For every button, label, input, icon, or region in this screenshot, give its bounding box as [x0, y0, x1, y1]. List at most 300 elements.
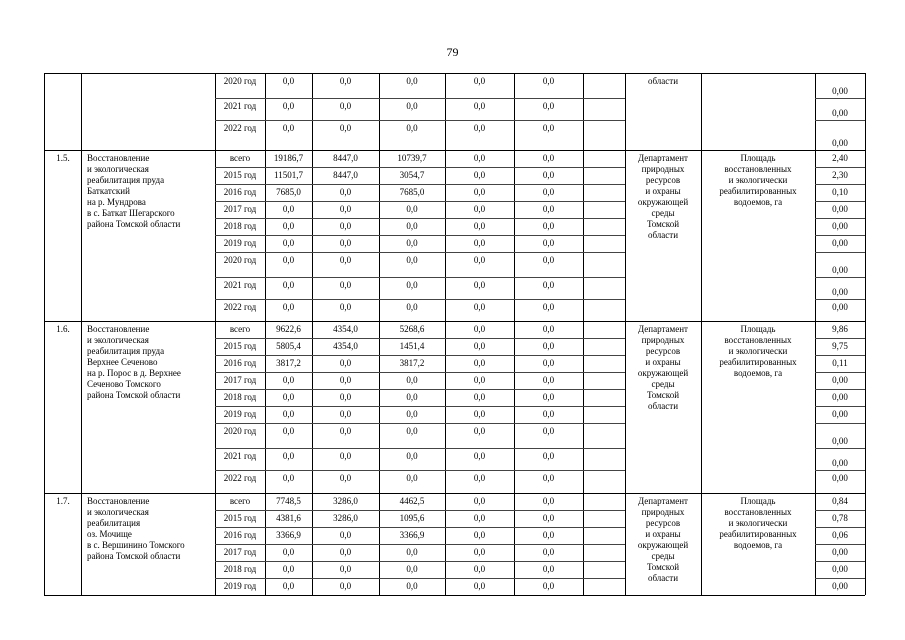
- item-number: 1.6.: [56, 324, 70, 334]
- amount-cell: 7748,5: [276, 496, 301, 506]
- amount-cell: 5268,6: [399, 324, 425, 334]
- indicator-value-cell: 0,00: [832, 409, 848, 419]
- indicator-value-cell: 0,10: [832, 187, 848, 197]
- responsible-line: Департамент: [638, 496, 688, 506]
- table-rule: [815, 423, 865, 424]
- amount-cell: 0,0: [473, 123, 486, 133]
- amount-cell: 0,0: [339, 451, 352, 461]
- amount-cell: 0,0: [542, 426, 555, 436]
- year-cell: 2021 год: [223, 280, 257, 290]
- table-rule: [44, 73, 45, 595]
- amount-cell: 0,0: [339, 409, 352, 419]
- indicator-name-line: реабилитированных: [719, 529, 797, 539]
- amount-cell: 0,0: [542, 358, 555, 368]
- amount-cell: 0,0: [542, 101, 555, 111]
- amount-cell: 0,0: [282, 426, 295, 436]
- amount-cell: 7685,0: [399, 187, 425, 197]
- table-rule: [215, 235, 625, 236]
- amount-cell: 0,0: [473, 496, 486, 506]
- item-name-line: реабилитация пруда: [87, 346, 165, 356]
- amount-cell: 3817,2: [399, 358, 425, 368]
- indicator-value-cell: 0,00: [832, 302, 848, 312]
- page-number: 79: [446, 45, 459, 59]
- amount-cell: 0,0: [406, 204, 418, 214]
- amount-cell: 0,0: [406, 547, 418, 557]
- table-rule: [215, 120, 625, 121]
- table-rule: [44, 321, 865, 322]
- amount-cell: 4462,5: [399, 496, 425, 506]
- amount-cell: 0,0: [282, 581, 295, 591]
- year-cell: 2015 год: [223, 170, 257, 180]
- amount-cell: 8447,0: [333, 153, 358, 163]
- amount-cell: 0,0: [339, 530, 352, 540]
- amount-cell: 0,0: [542, 170, 555, 180]
- amount-cell: 0,0: [406, 101, 418, 111]
- amount-cell: 5805,4: [276, 341, 301, 351]
- indicator-value-cell: 0,11: [832, 358, 848, 368]
- amount-cell: 3286,0: [333, 496, 358, 506]
- amount-cell: 0,0: [282, 392, 295, 402]
- amount-cell: 0,0: [542, 409, 555, 419]
- table-rule: [815, 218, 865, 219]
- responsible-line: Томской: [646, 219, 680, 229]
- responsible-line: области: [647, 230, 679, 240]
- amount-cell: 0,0: [542, 451, 555, 461]
- table-rule: [215, 338, 625, 339]
- indicator-value-cell: 0,78: [832, 513, 848, 523]
- amount-cell: 0,0: [473, 324, 486, 334]
- amount-cell: 0,0: [542, 547, 555, 557]
- item-name-line: в с. Баткат Шегарского: [87, 208, 175, 218]
- amount-cell: 0,0: [339, 426, 352, 436]
- table-rule: [815, 578, 865, 579]
- indicator-value-cell: 0,00: [832, 221, 848, 231]
- table-rule: [44, 150, 865, 151]
- responsible-line: Томской: [646, 562, 680, 572]
- item-name-line: Восстановление: [87, 324, 150, 334]
- amount-cell: 0,0: [473, 238, 486, 248]
- amount-cell: 0,0: [473, 153, 486, 163]
- amount-cell: 0,0: [406, 238, 418, 248]
- item-name-line: района Томской области: [87, 390, 181, 400]
- table-rule: [215, 184, 625, 185]
- table-rule: [815, 98, 865, 99]
- indicator-value-cell: 2,30: [832, 170, 848, 180]
- indicator-value-cell: 9,86: [832, 324, 848, 334]
- responsible-line: природных: [641, 335, 685, 345]
- amount-cell: 0,0: [339, 392, 352, 402]
- amount-cell: 0,0: [282, 451, 295, 461]
- amount-cell: 4381,6: [276, 513, 301, 523]
- responsible-line: Департамент: [638, 324, 688, 334]
- item-name-line: и экологическая: [87, 164, 149, 174]
- amount-cell: 0,0: [542, 530, 555, 540]
- table-rule: [815, 167, 865, 168]
- table-rule: [215, 470, 625, 471]
- indicator-value-cell: 0,84: [832, 496, 848, 506]
- amount-cell: 0,0: [473, 280, 486, 290]
- amount-cell: 0,0: [473, 547, 486, 557]
- amount-cell: 0,0: [406, 473, 418, 483]
- amount-cell: 0,0: [282, 280, 295, 290]
- amount-cell: 4354,0: [333, 341, 358, 351]
- table-rule: [815, 448, 865, 449]
- amount-cell: 0,0: [282, 101, 295, 111]
- amount-cell: 0,0: [542, 581, 555, 591]
- amount-cell: 0,0: [339, 123, 352, 133]
- year-cell: 2015 год: [223, 513, 257, 523]
- table-rule: [815, 338, 865, 339]
- amount-cell: 1451,4: [399, 341, 425, 351]
- year-cell: 2019 год: [223, 581, 257, 591]
- table-rule: [81, 73, 82, 595]
- table-rule: [215, 277, 625, 278]
- item-name-line: Верхнее Сеченово: [87, 357, 158, 367]
- table-rule: [815, 527, 865, 528]
- indicator-value-cell: 0,00: [832, 547, 848, 557]
- amount-cell: 10739,7: [397, 153, 427, 163]
- table-rule: [815, 372, 865, 373]
- table-rule: [815, 299, 865, 300]
- indicator-value-cell: 0,00: [832, 287, 848, 297]
- indicator-name-line: реабилитированных: [719, 186, 797, 196]
- item-name-line: оз. Мочище: [87, 529, 132, 539]
- year-cell: 2019 год: [223, 238, 257, 248]
- responsible-line: природных: [641, 507, 685, 517]
- amount-cell: 0,0: [339, 255, 352, 265]
- amount-cell: 0,0: [282, 221, 295, 231]
- item-number: 1.5.: [56, 153, 70, 163]
- indicator-value-cell: 0,00: [832, 86, 848, 96]
- indicator-value-cell: 9,75: [832, 341, 848, 351]
- amount-cell: 0,0: [473, 473, 486, 483]
- amount-cell: 0,0: [542, 280, 555, 290]
- table-rule: [815, 235, 865, 236]
- amount-cell: 3054,7: [399, 170, 425, 180]
- year-cell: 2020 год: [223, 426, 257, 436]
- indicator-name-line: восстановленных: [724, 164, 792, 174]
- indicator-value-cell: 2,40: [832, 153, 848, 163]
- table-rule: [215, 406, 625, 407]
- item-number: 1.7.: [56, 496, 70, 506]
- amount-cell: 0,0: [282, 547, 295, 557]
- amount-cell: 0,0: [339, 238, 352, 248]
- year-cell: 2022 год: [223, 123, 257, 133]
- year-cell: 2021 год: [223, 101, 257, 111]
- table-rule: [215, 372, 625, 373]
- year-cell: 2016 год: [223, 187, 257, 197]
- amount-cell: 0,0: [282, 238, 295, 248]
- amount-cell: 0,0: [282, 409, 295, 419]
- table-rule: [815, 201, 865, 202]
- table-rule: [215, 527, 625, 528]
- responsible-line: природных: [641, 164, 685, 174]
- item-name-line: Баткатский: [87, 186, 130, 196]
- amount-cell: 0,0: [282, 302, 295, 312]
- amount-cell: 0,0: [542, 76, 555, 86]
- item-name-line: района Томской области: [87, 551, 181, 561]
- amount-cell: 0,0: [282, 473, 295, 483]
- amount-cell: 7685,0: [276, 187, 301, 197]
- amount-cell: 0,0: [282, 204, 295, 214]
- table-rule: [44, 73, 865, 74]
- indicator-value-cell: 0,00: [832, 436, 848, 446]
- indicator-name-line: водоемов, га: [733, 368, 783, 378]
- amount-cell: 0,0: [406, 255, 418, 265]
- table-rule: [815, 252, 865, 253]
- year-cell: 2022 год: [223, 473, 257, 483]
- amount-cell: 0,0: [339, 76, 352, 86]
- amount-cell: 0,0: [473, 341, 486, 351]
- amount-cell: 0,0: [542, 513, 555, 523]
- amount-cell: 19186,7: [273, 153, 304, 163]
- amount-cell: 0,0: [406, 564, 418, 574]
- indicator-name-line: и экологически: [728, 518, 788, 528]
- indicator-name-line: Площадь: [740, 496, 776, 506]
- amount-cell: 0,0: [542, 221, 555, 231]
- responsible-line: и охраны: [645, 186, 681, 196]
- amount-cell: 0,0: [473, 204, 486, 214]
- amount-cell: 0,0: [542, 187, 555, 197]
- amount-cell: 0,0: [282, 123, 295, 133]
- amount-cell: 0,0: [282, 255, 295, 265]
- table-rule: [815, 544, 865, 545]
- amount-cell: 3366,9: [399, 530, 425, 540]
- amount-cell: 0,0: [542, 324, 555, 334]
- indicator-name-line: и экологически: [728, 346, 788, 356]
- table-rule: [865, 73, 866, 595]
- amount-cell: 0,0: [473, 530, 486, 540]
- amount-cell: 0,0: [473, 392, 486, 402]
- table-rule: [583, 73, 584, 595]
- table-rule: [815, 406, 865, 407]
- year-cell: 2020 год: [223, 76, 257, 86]
- table-rule: [815, 277, 865, 278]
- item-name-line: реабилитация: [87, 518, 141, 528]
- year-cell: 2020 год: [223, 255, 257, 265]
- responsible-line: и охраны: [645, 529, 681, 539]
- item-name-line: на р. Порос в д. Верхнее: [87, 368, 181, 378]
- amount-cell: 0,0: [542, 153, 555, 163]
- amount-cell: 0,0: [406, 76, 418, 86]
- table-rule: [815, 120, 865, 121]
- amount-cell: 0,0: [473, 513, 486, 523]
- responsible-line: окружающей: [637, 540, 689, 550]
- amount-cell: 0,0: [542, 302, 555, 312]
- indicator-value-cell: 0,00: [832, 375, 848, 385]
- amount-cell: 0,0: [406, 221, 418, 231]
- indicator-value-cell: 0,00: [832, 473, 848, 483]
- responsible-line: ресурсов: [645, 346, 681, 356]
- responsible-line: Томской: [646, 390, 680, 400]
- amount-cell: 0,0: [339, 280, 352, 290]
- amount-cell: 3286,0: [333, 513, 358, 523]
- amount-cell: 0,0: [473, 187, 486, 197]
- amount-cell: 0,0: [339, 581, 352, 591]
- indicator-value-cell: 0,00: [832, 204, 848, 214]
- amount-cell: 0,0: [339, 375, 352, 385]
- amount-cell: 0,0: [339, 221, 352, 231]
- amount-cell: 11501,7: [274, 170, 303, 180]
- indicator-value-cell: 0,00: [832, 392, 848, 402]
- amount-cell: 0,0: [473, 451, 486, 461]
- responsible-line: области: [647, 401, 679, 411]
- responsible-line: ресурсов: [645, 175, 681, 185]
- item-name-line: на р. Мундрова: [87, 197, 146, 207]
- amount-cell: 0,0: [406, 451, 418, 461]
- year-cell: 2017 год: [223, 375, 257, 385]
- responsible-line: окружающей: [637, 368, 689, 378]
- amount-cell: 0,0: [282, 564, 295, 574]
- amount-cell: 0,0: [473, 426, 486, 436]
- year-cell: 2015 год: [223, 341, 257, 351]
- year-cell: 2016 год: [223, 358, 257, 368]
- table-rule: [815, 355, 865, 356]
- indicator-value-cell: 0,06: [832, 530, 848, 540]
- amount-cell: 0,0: [339, 547, 352, 557]
- item-name-line: и экологическая: [87, 507, 149, 517]
- responsible-line: окружающей: [637, 197, 689, 207]
- amount-cell: 0,0: [339, 187, 352, 197]
- amount-cell: 0,0: [542, 496, 555, 506]
- amount-cell: 0,0: [473, 409, 486, 419]
- year-cell: 2022 год: [223, 302, 257, 312]
- responsible-line: среды: [651, 551, 675, 561]
- amount-cell: 1095,6: [399, 513, 425, 523]
- indicator-name-line: Площадь: [740, 153, 776, 163]
- amount-cell: 0,0: [406, 392, 418, 402]
- table-rule: [215, 201, 625, 202]
- amount-cell: 0,0: [542, 238, 555, 248]
- responsible-line: Департамент: [638, 153, 688, 163]
- amount-cell: 0,0: [473, 76, 486, 86]
- amount-cell: 0,0: [473, 255, 486, 265]
- responsible-line: области: [647, 573, 679, 583]
- program-table: [44, 73, 865, 595]
- amount-cell: 0,0: [339, 204, 352, 214]
- table-rule: [215, 561, 625, 562]
- table-rule: [215, 167, 625, 168]
- amount-cell: 3366,9: [276, 530, 301, 540]
- amount-cell: 0,0: [282, 375, 295, 385]
- year-cell: 2017 год: [223, 204, 257, 214]
- amount-cell: 4354,0: [333, 324, 358, 334]
- amount-cell: 0,0: [473, 358, 486, 368]
- table-rule: [815, 510, 865, 511]
- indicator-value-cell: 0,00: [832, 564, 848, 574]
- indicator-value-cell: 0,00: [832, 238, 848, 248]
- table-rule: [215, 448, 625, 449]
- year-cell: всего: [229, 324, 251, 334]
- year-cell: всего: [229, 496, 251, 506]
- year-cell: 2018 год: [223, 221, 257, 231]
- table-rule: [815, 389, 865, 390]
- amount-cell: 0,0: [473, 221, 486, 231]
- amount-cell: 0,0: [339, 101, 352, 111]
- item-name-line: Восстановление: [87, 153, 150, 163]
- indicator-value-cell: 0,00: [832, 108, 848, 118]
- amount-cell: 0,0: [406, 581, 418, 591]
- indicator-name-line: реабилитированных: [719, 357, 797, 367]
- indicator-value-cell: 0,00: [832, 581, 848, 591]
- amount-cell: 0,0: [339, 473, 352, 483]
- amount-cell: 0,0: [542, 473, 555, 483]
- indicator-value-cell: 0,00: [832, 265, 848, 275]
- amount-cell: 0,0: [406, 123, 418, 133]
- amount-cell: 0,0: [339, 358, 352, 368]
- year-cell: 2018 год: [223, 392, 257, 402]
- amount-cell: 0,0: [406, 280, 418, 290]
- year-cell: всего: [229, 153, 251, 163]
- amount-cell: 0,0: [542, 123, 555, 133]
- amount-cell: 0,0: [406, 375, 418, 385]
- table-rule: [44, 595, 865, 596]
- item-name-line: реабилитация пруда: [87, 175, 165, 185]
- amount-cell: 0,0: [339, 564, 352, 574]
- indicator-value-cell: 0,00: [832, 138, 848, 148]
- table-rule: [815, 561, 865, 562]
- amount-cell: 0,0: [542, 392, 555, 402]
- responsible-line: ресурсов: [645, 518, 681, 528]
- table-rule: [215, 355, 625, 356]
- amount-cell: 0,0: [542, 375, 555, 385]
- year-cell: 2018 год: [223, 564, 257, 574]
- amount-cell: 0,0: [542, 564, 555, 574]
- amount-cell: 3817,2: [276, 358, 301, 368]
- amount-cell: 0,0: [406, 302, 418, 312]
- indicator-name-line: водоемов, га: [733, 197, 783, 207]
- amount-cell: 0,0: [473, 564, 486, 574]
- item-name-line: района Томской области: [87, 219, 181, 229]
- year-cell: 2021 год: [223, 451, 257, 461]
- indicator-name-line: восстановленных: [724, 507, 792, 517]
- amount-cell: 0,0: [473, 170, 486, 180]
- year-cell: 2019 год: [223, 409, 257, 419]
- year-cell: 2016 год: [223, 530, 257, 540]
- amount-cell: 9622,6: [276, 324, 301, 334]
- amount-cell: 0,0: [542, 204, 555, 214]
- table-rule: [215, 389, 625, 390]
- indicator-name-line: Площадь: [740, 324, 776, 334]
- responsible-line: и охраны: [645, 357, 681, 367]
- table-rule: [215, 299, 625, 300]
- amount-cell: 0,0: [406, 426, 418, 436]
- amount-cell: 0,0: [473, 375, 486, 385]
- amount-cell: 0,0: [542, 255, 555, 265]
- amount-cell: 0,0: [473, 581, 486, 591]
- table-rule: [44, 493, 865, 494]
- year-cell: 2017 год: [223, 547, 257, 557]
- indicator-name-line: восстановленных: [724, 335, 792, 345]
- amount-cell: 0,0: [542, 341, 555, 351]
- indicator-value-cell: 0,00: [832, 458, 848, 468]
- responsible-line: среды: [651, 379, 675, 389]
- item-name-line: в с. Вершинино Томского: [87, 540, 185, 550]
- table-rule: [815, 184, 865, 185]
- table-rule: [215, 510, 625, 511]
- item-name-line: Восстановление: [87, 496, 150, 506]
- amount-cell: 0,0: [339, 302, 352, 312]
- amount-cell: 0,0: [473, 302, 486, 312]
- table-rule: [215, 544, 625, 545]
- table-rule: [215, 252, 625, 253]
- indicator-name-line: водоемов, га: [733, 540, 783, 550]
- table-rule: [815, 470, 865, 471]
- indicator-name-line: и экологически: [728, 175, 788, 185]
- table-rule: [215, 218, 625, 219]
- responsible-tail-text: области: [647, 76, 679, 86]
- item-name-line: Сеченово Томского: [87, 379, 161, 389]
